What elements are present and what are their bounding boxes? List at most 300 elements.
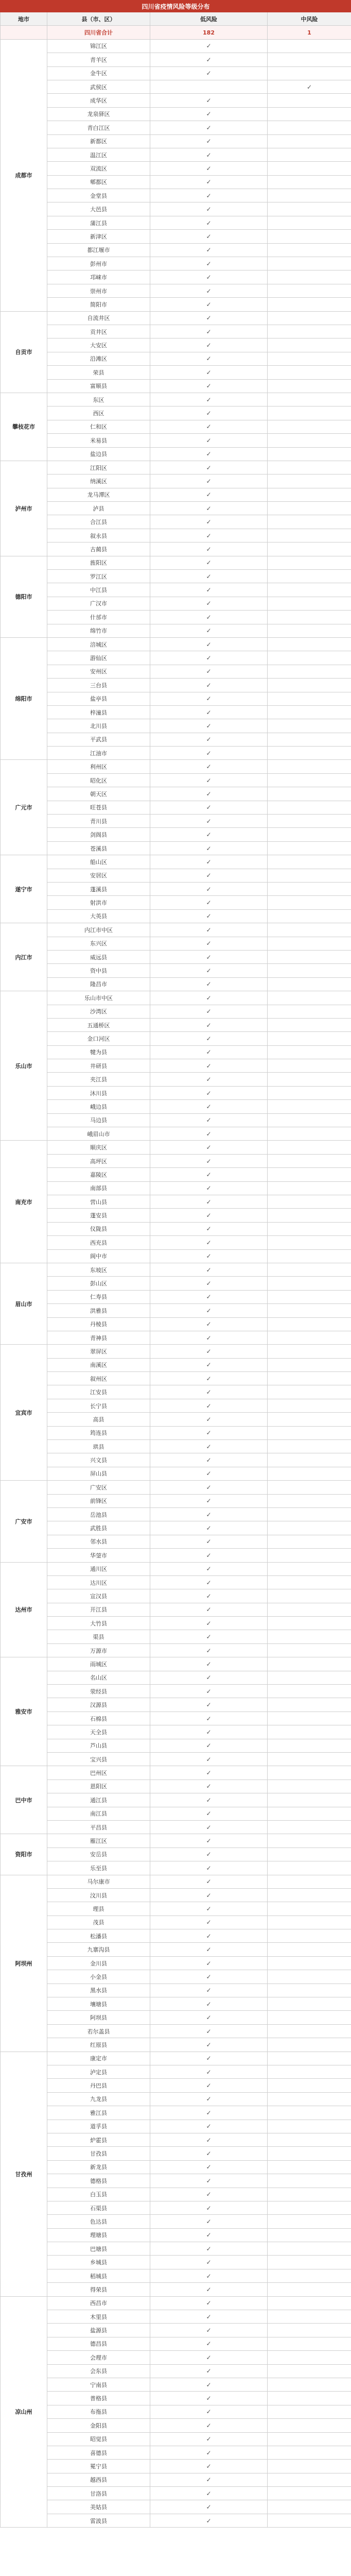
mid-risk-cell [268,2174,351,2188]
table-row [1,1766,351,1780]
mid-risk-cell [268,1888,351,1902]
county-name: 洪雅县 [47,1304,150,1317]
low-risk-cell [150,1970,268,1984]
check-mark-icon: ✓ [206,926,212,934]
county-name: 稻城县 [47,2269,150,2282]
table-body [1,39,351,2527]
mid-risk-cell [268,2106,351,2120]
table-row [1,2364,351,2378]
county-name: 双流区 [47,162,150,175]
table-row [1,1195,351,1208]
check-mark-icon: ✓ [206,1497,212,1505]
mid-risk-cell [268,1521,351,1535]
check-mark-icon: ✓ [206,2381,212,2388]
mid-risk-cell [268,801,351,814]
table-row [1,760,351,773]
county-name: 白玉县 [47,2188,150,2201]
county-name: 德昌县 [47,2337,150,2350]
mid-risk-cell [268,1507,351,1521]
table-row [1,39,351,53]
county-name: 仪陇县 [47,1222,150,1235]
table-row [1,1331,351,1344]
low-risk-cell [150,1617,268,1630]
low-risk-cell [150,1657,268,1671]
check-mark-icon: ✓ [206,736,212,743]
check-mark-icon: ✓ [206,328,212,335]
table-row [1,1575,351,1589]
mid-risk-cell [268,923,351,937]
check-mark-icon: ✓ [206,722,212,730]
low-risk-cell [150,107,268,121]
low-risk-cell [150,2351,268,2364]
low-risk-cell [150,148,268,161]
check-mark-icon: ✓ [206,1987,212,1994]
county-name: 小金县 [47,1970,150,1984]
low-risk-cell [150,1249,268,1263]
check-mark-icon: ✓ [206,1511,212,1518]
low-risk-cell [150,2256,268,2269]
table-row [1,733,351,746]
low-risk-cell [150,2514,268,2527]
table-row [1,869,351,882]
table-row [1,1711,351,1725]
table-row [1,828,351,841]
check-mark-icon: ✓ [206,804,212,811]
county-name: 郫都区 [47,175,150,189]
total-spacer [1,26,47,39]
mid-risk-cell [268,2011,351,2024]
check-mark-icon: ✓ [206,1647,212,1654]
mid-risk-cell [268,950,351,963]
table-row [1,597,351,610]
low-risk-cell [150,270,268,284]
table-row [1,1018,351,1031]
mid-risk-cell [268,1589,351,1603]
header-city: 地市 [1,12,47,26]
table-row [1,2120,351,2133]
table-row [1,1834,351,1848]
table-row [1,1304,351,1317]
county-name: 大安区 [47,338,150,352]
city-name: 宜宾市 [1,1345,47,1481]
low-risk-cell [150,1494,268,1507]
check-mark-icon: ✓ [206,355,212,363]
check-mark-icon: ✓ [206,708,212,716]
county-name: 平武县 [47,733,150,746]
city-name: 内江市 [1,923,47,991]
check-mark-icon: ✓ [206,42,212,50]
check-mark-icon: ✓ [206,342,212,349]
check-mark-icon: ✓ [206,2217,212,2225]
total-label: 四川省合计 [47,26,150,39]
county-name: 简阳市 [47,298,150,311]
low-risk-cell [150,1426,268,1439]
mid-risk-cell [268,937,351,950]
check-mark-icon: ✓ [206,164,212,172]
low-risk-cell [150,964,268,977]
low-risk-cell [150,2052,268,2065]
table-row [1,543,351,556]
county-name: 营山县 [47,1195,150,1208]
county-name: 汶川县 [47,1888,150,1902]
county-name: 越西县 [47,2473,150,2486]
county-name: 夹江县 [47,1073,150,1086]
check-mark-icon: ✓ [206,1823,212,1831]
mid-risk-cell [268,556,351,569]
mid-risk-cell [268,148,351,161]
low-risk-cell [150,2446,268,2459]
mid-risk-cell [268,121,351,134]
county-name: 昭化区 [47,773,150,787]
check-mark-icon: ✓ [206,1048,212,1056]
mid-risk-cell [268,1929,351,1943]
mid-risk-cell [268,1045,351,1059]
low-risk-cell [150,80,268,93]
check-mark-icon: ✓ [206,1076,212,1083]
table-row [1,1507,351,1521]
low-risk-cell [150,1685,268,1698]
table-row [1,1780,351,1793]
mid-risk-cell [268,1222,351,1235]
check-mark-icon: ✓ [206,1035,212,1042]
table-row [1,1685,351,1698]
check-mark-icon: ✓ [206,912,212,920]
table-row [1,570,351,583]
county-name: 得荣县 [47,2283,150,2296]
low-risk-cell [150,1277,268,1290]
mid-risk-cell [268,2215,351,2228]
table-row [1,583,351,597]
county-name: 叙州区 [47,1372,150,1385]
table-row [1,2201,351,2214]
mid-risk-cell [268,1916,351,1929]
check-mark-icon: ✓ [206,1783,212,1790]
city-name: 南充市 [1,1141,47,1263]
check-mark-icon: ✓ [206,1483,212,1491]
county-name: 冕宁县 [47,2460,150,2473]
low-risk-cell [150,611,268,624]
mid-risk-cell [268,2446,351,2459]
check-mark-icon: ✓ [206,1946,212,1954]
low-risk-cell [150,2419,268,2432]
mid-risk-cell [268,1453,351,1467]
table-row [1,420,351,433]
mid-risk-cell [268,311,351,325]
mid-risk-cell [268,1385,351,1399]
table-row [1,611,351,624]
header-county: 县（市、区） [47,12,150,26]
low-risk-cell [150,2106,268,2120]
table-row [1,1100,351,1113]
low-risk-cell [150,338,268,352]
check-mark-icon: ✓ [206,1130,212,1138]
check-mark-icon: ✓ [206,1674,212,1682]
county-name: 大英县 [47,909,150,923]
check-mark-icon: ✓ [206,1388,212,1396]
check-mark-icon: ✓ [206,790,212,798]
mid-risk-cell [268,2160,351,2174]
table-row [1,1956,351,1970]
table-row [1,679,351,692]
county-name: 九寨沟县 [47,1943,150,1956]
check-mark-icon: ✓ [206,2489,212,2497]
mid-risk-cell [268,1875,351,1888]
low-risk-cell [150,2460,268,2473]
county-name: 宣汉县 [47,1589,150,1603]
check-mark-icon: ✓ [206,763,212,771]
mid-risk-cell [268,1168,351,1181]
mid-risk-cell [268,1399,351,1412]
table-row [1,624,351,637]
mid-risk-cell [268,2364,351,2378]
county-name: 甘洛县 [47,2487,150,2500]
county-name: 金牛区 [47,66,150,80]
county-name: 万源市 [47,1643,150,1657]
table-row [1,2432,351,2446]
county-name: 龙马潭区 [47,488,150,501]
low-risk-cell [150,515,268,529]
check-mark-icon: ✓ [206,1429,212,1437]
mid-risk-cell [268,1481,351,1494]
check-mark-icon: ✓ [206,2109,212,2116]
city-name: 泸州市 [1,461,47,556]
county-name: 石棉县 [47,1711,150,1725]
mid-risk-cell [268,1535,351,1548]
table-row [1,1032,351,1045]
table-row [1,1494,351,1507]
county-name: 东兴区 [47,937,150,950]
check-mark-icon: ✓ [206,2150,212,2158]
table-row [1,2038,351,2052]
check-mark-icon: ✓ [206,1144,212,1151]
low-risk-cell [150,841,268,855]
low-risk-cell [150,1317,268,1331]
county-name: 邻水县 [47,1535,150,1548]
table-row [1,284,351,297]
check-mark-icon: ✓ [206,178,212,186]
low-risk-cell [150,243,268,257]
table-row [1,1290,351,1303]
mid-risk-cell [268,94,351,107]
check-mark-icon: ✓ [206,1919,212,1926]
county-name: 雨城区 [47,1657,150,1671]
table-row [1,1154,351,1167]
county-name: 南溪区 [47,1358,150,1371]
mid-risk-cell [268,679,351,692]
mid-risk-cell [268,692,351,705]
county-name: 绵竹市 [47,624,150,637]
county-name: 炉霍县 [47,2133,150,2146]
check-mark-icon: ✓ [206,1959,212,1967]
mid-risk-cell [268,1603,351,1616]
mid-risk-cell [268,719,351,733]
low-risk-cell [150,1753,268,1766]
check-mark-icon: ✓ [206,423,212,431]
table-row [1,379,351,393]
check-mark-icon: ✓ [206,2014,212,2022]
mid-risk-cell [268,1739,351,1752]
county-name: 彭州市 [47,257,150,270]
table-row [1,1181,351,1195]
county-name: 龙泉驿区 [47,107,150,121]
check-mark-icon: ✓ [206,2503,212,2511]
table-row [1,1059,351,1073]
check-mark-icon: ✓ [206,2463,212,2470]
mid-risk-cell [268,1780,351,1793]
low-risk-cell [150,883,268,896]
low-risk-cell [150,2473,268,2486]
mid-risk-cell [268,2514,351,2527]
check-mark-icon: ✓ [206,1184,212,1192]
check-mark-icon: ✓ [206,450,212,458]
check-mark-icon: ✓ [206,586,212,594]
county-name: 木里县 [47,2310,150,2324]
mid-risk-cell [268,39,351,53]
check-mark-icon: ✓ [206,410,212,417]
mid-risk-cell [268,434,351,447]
mid-risk-cell [268,964,351,977]
mid-risk-cell [268,474,351,488]
mid-risk-cell [268,2310,351,2324]
table-row [1,2473,351,2486]
table-row [1,2392,351,2405]
table-row [1,2514,351,2527]
check-mark-icon: ✓ [206,1524,212,1532]
check-mark-icon: ✓ [206,1008,212,1015]
low-risk-cell [150,1222,268,1235]
check-mark-icon: ✓ [206,260,212,267]
check-mark-icon: ✓ [206,1103,212,1110]
county-name: 石渠县 [47,2201,150,2214]
county-name: 内江市中区 [47,923,150,937]
table-row [1,1521,351,1535]
county-name: 壤塘县 [47,1997,150,2011]
mid-risk-cell [268,1032,351,1045]
low-risk-cell [150,1643,268,1657]
table-row [1,1263,351,1276]
table-row [1,474,351,488]
mid-risk-cell [268,1277,351,1290]
county-name: 青羊区 [47,53,150,66]
table-row [1,1127,351,1141]
check-mark-icon: ✓ [206,2123,212,2130]
county-name: 青川县 [47,815,150,828]
check-mark-icon: ✓ [306,83,312,91]
low-risk-cell [150,502,268,515]
low-risk-cell [150,2120,268,2133]
county-name: 金川县 [47,1956,150,1970]
low-risk-cell [150,651,268,665]
check-mark-icon: ✓ [206,2204,212,2212]
mid-risk-cell [268,1154,351,1167]
check-mark-icon: ✓ [206,1212,212,1219]
county-name: 北川县 [47,719,150,733]
city-name: 达州市 [1,1562,47,1657]
county-name: 名山区 [47,1671,150,1684]
county-name: 雁江区 [47,1834,150,1848]
check-mark-icon: ✓ [206,817,212,825]
mid-risk-cell [268,637,351,651]
table-row [1,705,351,719]
mid-risk-cell [268,1073,351,1086]
check-mark-icon: ✓ [206,1443,212,1450]
mid-risk-cell [268,828,351,841]
check-mark-icon: ✓ [206,1837,212,1845]
table-row [1,556,351,569]
county-name: 马尔康市 [47,1875,150,1888]
mid-risk-cell [268,1358,351,1371]
table-row [1,2065,351,2078]
county-name: 布拖县 [47,2405,150,2418]
mid-risk-cell [268,1698,351,1711]
table-row [1,2256,351,2269]
low-risk-cell [150,2364,268,2378]
low-risk-cell [150,121,268,134]
mid-risk-cell [268,1753,351,1766]
table-row [1,2174,351,2188]
check-mark-icon: ✓ [206,206,212,213]
county-name: 渠县 [47,1630,150,1643]
low-risk-cell [150,1630,268,1643]
check-mark-icon: ✓ [206,1769,212,1777]
low-risk-cell [150,1113,268,1127]
table-row [1,134,351,148]
check-mark-icon: ✓ [206,1810,212,1818]
mid-risk-cell [268,1820,351,1834]
mid-risk-cell [268,1549,351,1562]
county-name: 射洪市 [47,896,150,909]
low-risk-cell [150,923,268,937]
county-name: 黑水县 [47,1984,150,1997]
check-mark-icon: ✓ [206,967,212,975]
low-risk-cell [150,1589,268,1603]
table-row [1,1617,351,1630]
low-risk-cell [150,1059,268,1073]
county-name: 甘孜县 [47,2147,150,2160]
table-row [1,1820,351,1834]
table-row [1,1793,351,1807]
low-risk-cell [150,2392,268,2405]
table-row [1,515,351,529]
check-mark-icon: ✓ [206,2517,212,2524]
mid-risk-cell [268,1643,351,1657]
check-mark-icon: ✓ [206,2408,212,2416]
mid-risk-cell [268,1236,351,1249]
mid-risk-cell [268,1902,351,1916]
mid-risk-cell [268,529,351,542]
county-name: 南部县 [47,1181,150,1195]
check-mark-icon: ✓ [206,287,212,295]
low-risk-cell [150,2296,268,2310]
low-risk-cell [150,909,268,923]
table-row [1,2500,351,2514]
city-name: 绵阳市 [1,637,47,760]
mid-risk-cell [268,1345,351,1358]
check-mark-icon: ✓ [206,2095,212,2103]
check-mark-icon: ✓ [206,1878,212,1886]
county-name: 江油市 [47,747,150,760]
county-name: 江安县 [47,1385,150,1399]
low-risk-cell [150,760,268,773]
table-row [1,189,351,202]
mid-risk-cell [268,733,351,746]
check-mark-icon: ✓ [206,1456,212,1464]
check-mark-icon: ✓ [206,1171,212,1178]
table-row [1,1657,351,1671]
low-risk-cell [150,705,268,719]
county-name: 华蓥市 [47,1549,150,1562]
table-row [1,311,351,325]
